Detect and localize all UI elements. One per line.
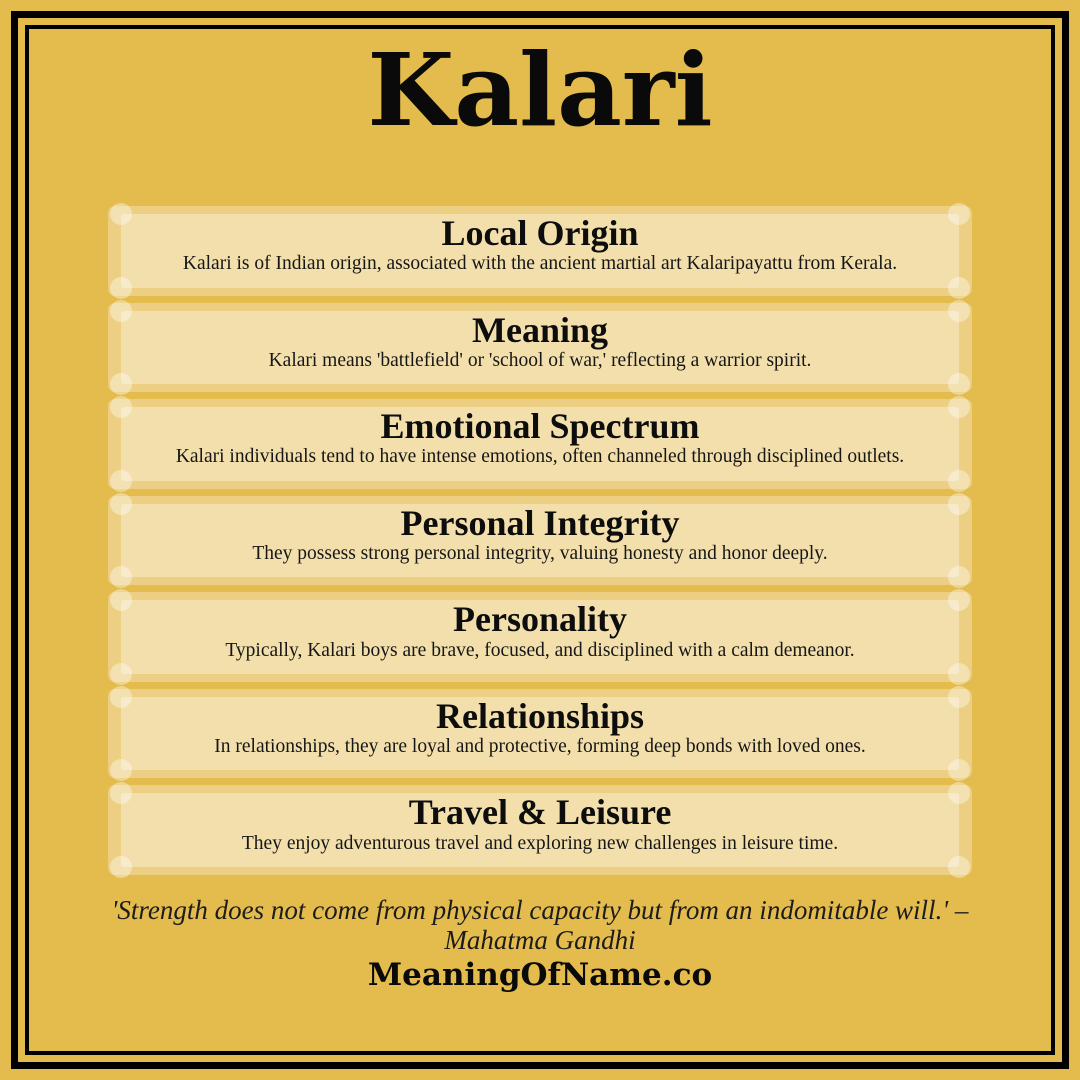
pin-icon: [110, 277, 132, 299]
section-card-inner: [121, 407, 959, 481]
section-card: [108, 496, 972, 586]
section-card: [108, 689, 972, 779]
pin-icon: [948, 589, 970, 611]
pin-icon: [110, 566, 132, 588]
brand-name: MeaningOfName.co: [367, 956, 713, 993]
section-card-inner: [121, 504, 959, 578]
pin-icon: [948, 759, 970, 781]
pin-icon: [948, 300, 970, 322]
section-title: Relationships: [435, 695, 645, 736]
pin-icon: [948, 686, 970, 708]
section-body: They enjoy adventurous travel and exploring new challenges in leisure time.: [241, 832, 839, 854]
pin-icon: [948, 470, 970, 492]
pin-icon: [948, 856, 970, 878]
pin-icon: [110, 782, 132, 804]
section-title: Local Origin: [441, 213, 639, 253]
section-card: [108, 399, 972, 489]
section-title: Personal Integrity: [400, 502, 680, 543]
section-card: [108, 206, 972, 296]
content-area: [29, 29, 1051, 1051]
section-body: Kalari individuals tend to have intense emotions, often channeled through disciplined outlets.: [175, 446, 905, 468]
pin-icon: [948, 373, 970, 395]
pin-icon: [110, 856, 132, 878]
pin-icon: [948, 663, 970, 685]
section-card: [108, 785, 972, 875]
pin-icon: [110, 663, 132, 685]
section-title: Emotional Spectrum: [380, 406, 700, 447]
pin-icon: [110, 300, 132, 322]
pin-icon: [110, 373, 132, 395]
pin-icon: [110, 589, 132, 611]
section-body: They possess strong personal integrity, valuing honesty and honor deeply.: [252, 542, 828, 564]
pin-icon: [110, 686, 132, 708]
sections-list: [108, 206, 972, 882]
section-card-inner: [121, 600, 959, 674]
page-title: Kalari: [367, 31, 713, 149]
section-title: Travel & Leisure: [408, 792, 672, 833]
pin-icon: [110, 203, 132, 225]
section-card: [108, 592, 972, 682]
section-card-inner: [121, 311, 959, 385]
section-card-inner: [121, 214, 959, 288]
footer-quote: 'Strength does not come from physical capacity but from an indomitable will.' – Mahatma Gandhi: [111, 895, 969, 956]
pin-icon: [948, 203, 970, 225]
section-body: Typically, Kalari boys are brave, focused, and disciplined with a calm demeanor.: [225, 639, 855, 661]
section-body: Kalari means 'battlefield' or 'school of war,' reflecting a warrior spirit.: [268, 349, 812, 371]
pin-icon: [948, 782, 970, 804]
pin-icon: [948, 396, 970, 418]
pin-icon: [110, 759, 132, 781]
pin-icon: [110, 470, 132, 492]
section-body: Kalari is of Indian origin, associated with the ancient martial art Kalaripayattu from Kerala.: [182, 253, 898, 275]
section-title: Personality: [453, 599, 627, 640]
section-card-inner: [121, 793, 959, 867]
pin-icon: [948, 277, 970, 299]
pin-icon: [948, 493, 970, 515]
footer: [70, 895, 1010, 991]
pin-icon: [110, 493, 132, 515]
section-body: In relationships, they are loyal and protective, forming deep bonds with loved ones.: [214, 736, 866, 758]
section-card: [108, 303, 972, 393]
pin-icon: [110, 396, 132, 418]
section-title: Meaning: [471, 309, 608, 350]
section-card-inner: [121, 697, 959, 771]
pin-icon: [948, 566, 970, 588]
